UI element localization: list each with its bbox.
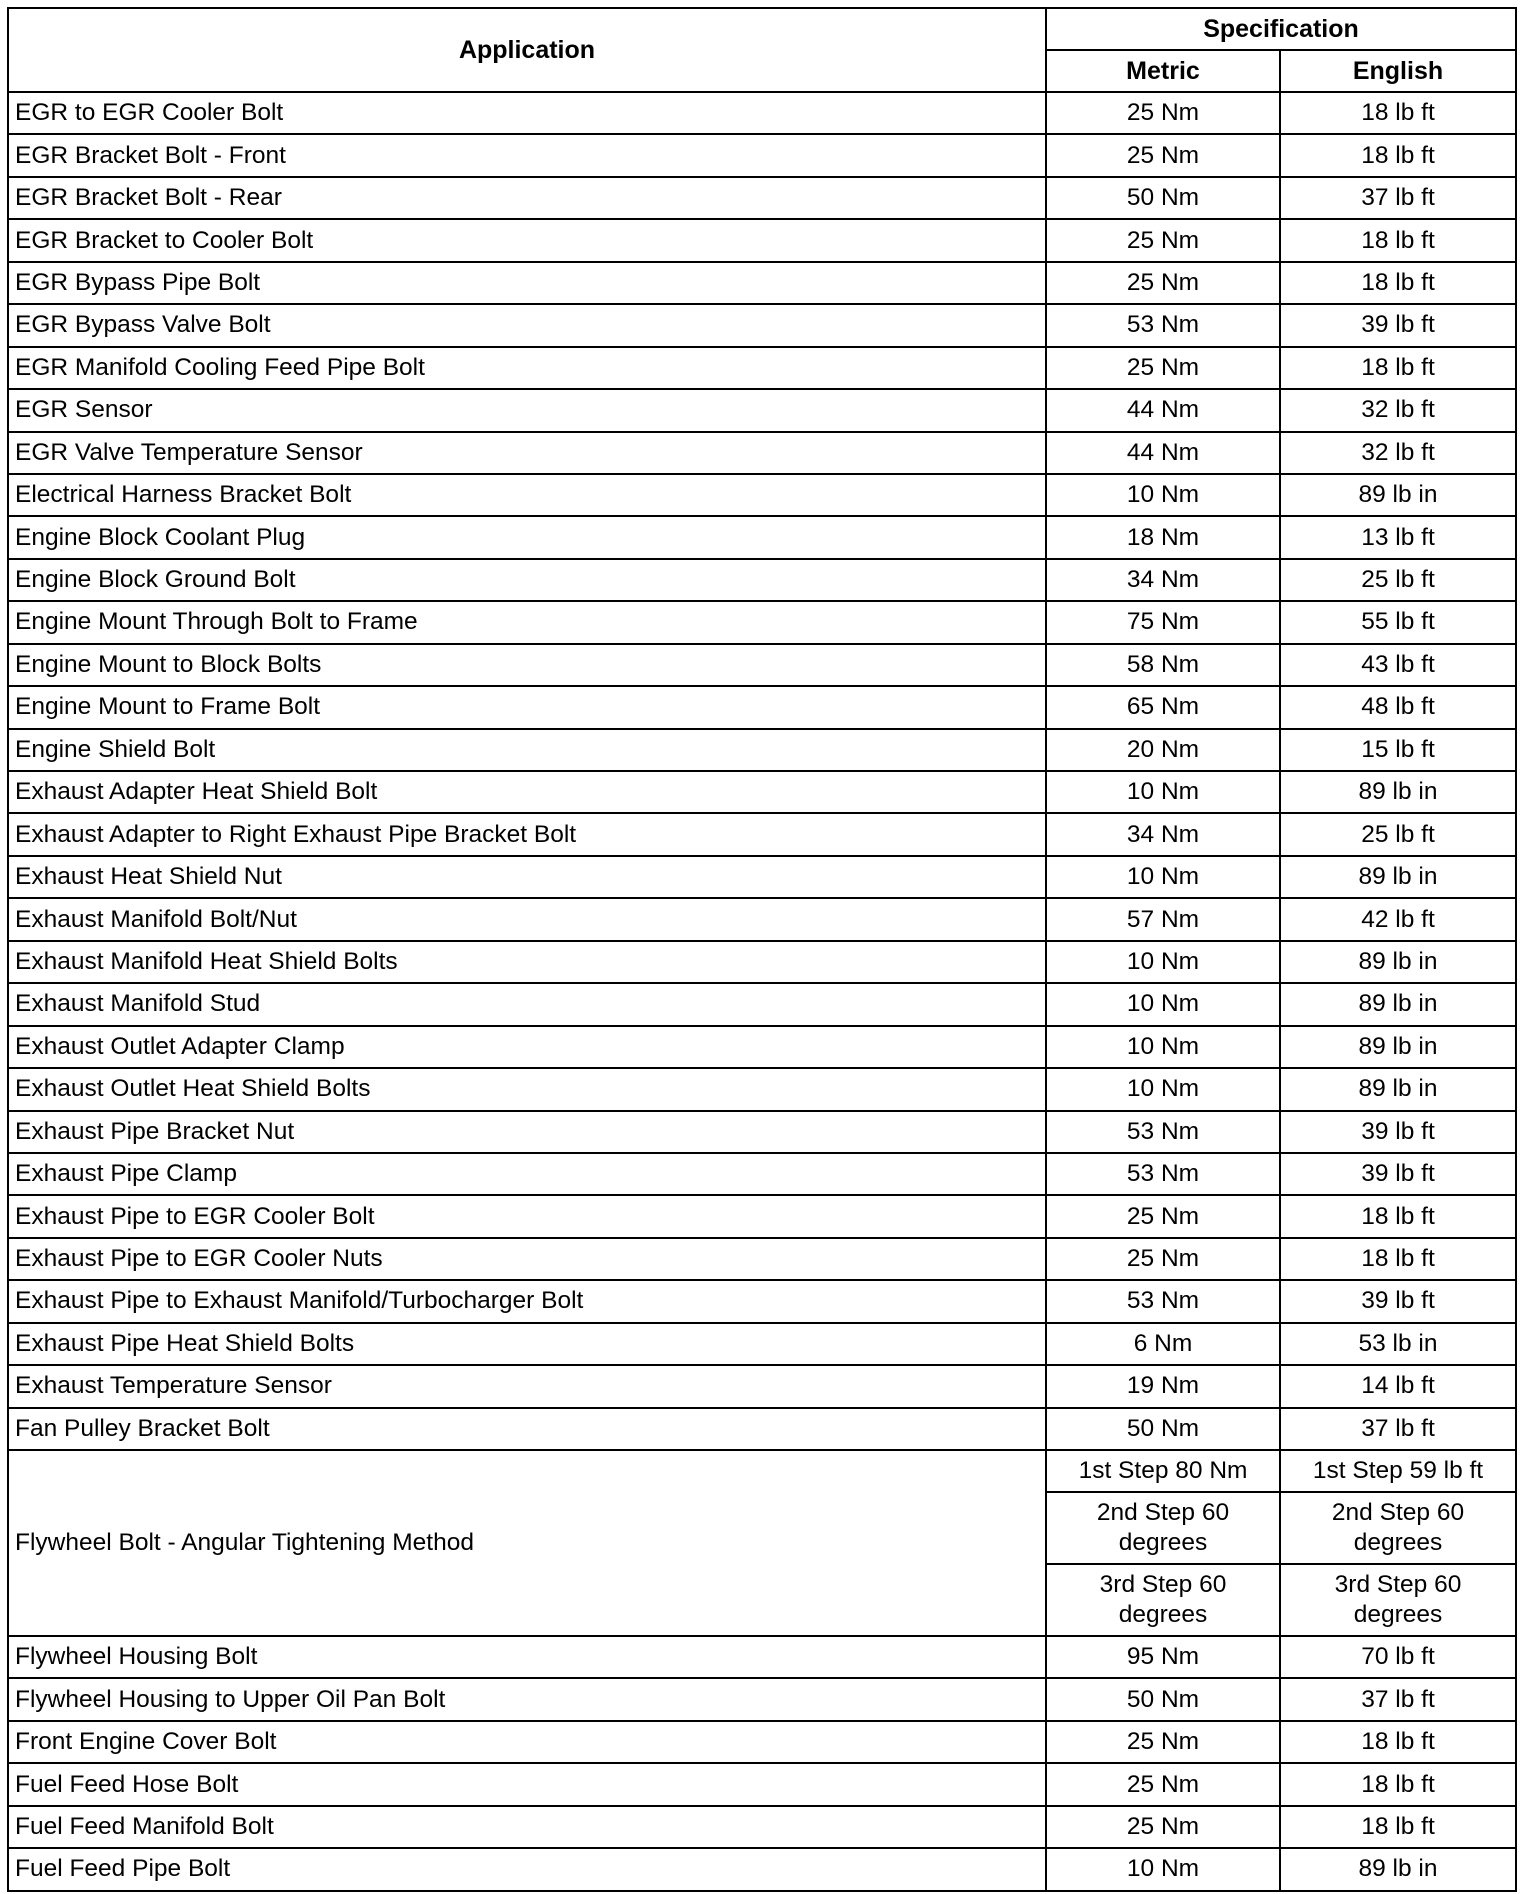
application-cell: EGR Bracket to Cooler Bolt	[8, 219, 1046, 261]
metric-cell: 20 Nm	[1046, 729, 1280, 771]
application-cell: Engine Mount to Block Bolts	[8, 644, 1046, 686]
english-cell: 14 lb ft	[1280, 1365, 1516, 1407]
metric-cell: 10 Nm	[1046, 1026, 1280, 1068]
english-cell: 18 lb ft	[1280, 219, 1516, 261]
application-cell: Flywheel Housing Bolt	[8, 1636, 1046, 1678]
table-row	[8, 347, 1516, 389]
table-row	[8, 1238, 1516, 1280]
english-cell: 37 lb ft	[1280, 1408, 1516, 1450]
application-cell: EGR to EGR Cooler Bolt	[8, 92, 1046, 134]
english-cell: 48 lb ft	[1280, 686, 1516, 728]
english-cell: 39 lb ft	[1280, 1280, 1516, 1322]
application-cell: Exhaust Pipe to EGR Cooler Bolt	[8, 1195, 1046, 1237]
application-cell: Exhaust Temperature Sensor	[8, 1365, 1046, 1407]
application-cell: Engine Shield Bolt	[8, 729, 1046, 771]
english-header: English	[1280, 50, 1516, 92]
metric-cell: 25 Nm	[1046, 1238, 1280, 1280]
metric-cell: 25 Nm	[1046, 347, 1280, 389]
table-row	[8, 134, 1516, 176]
table-row	[8, 898, 1516, 940]
application-cell: Fuel Feed Hose Bolt	[8, 1763, 1046, 1805]
english-cell: 18 lb ft	[1280, 1238, 1516, 1280]
metric-header: Metric	[1046, 50, 1280, 92]
english-cell: 32 lb ft	[1280, 432, 1516, 474]
english-cell: 39 lb ft	[1280, 1111, 1516, 1153]
torque-spec-table	[7, 7, 1517, 1892]
metric-cell: 18 Nm	[1046, 516, 1280, 558]
metric-cell: 50 Nm	[1046, 1678, 1280, 1720]
english-cell: 89 lb in	[1280, 474, 1516, 516]
table-row	[8, 941, 1516, 983]
application-cell: Front Engine Cover Bolt	[8, 1721, 1046, 1763]
english-cell: 89 lb in	[1280, 1848, 1516, 1890]
metric-cell: 58 Nm	[1046, 644, 1280, 686]
english-cell: 39 lb ft	[1280, 304, 1516, 346]
english-cell: 32 lb ft	[1280, 389, 1516, 431]
english-cell: 43 lb ft	[1280, 644, 1516, 686]
application-cell: Fuel Feed Manifold Bolt	[8, 1806, 1046, 1848]
metric-cell: 10 Nm	[1046, 941, 1280, 983]
table-row	[8, 1806, 1516, 1848]
table-header	[8, 8, 1516, 92]
application-cell: EGR Bypass Valve Bolt	[8, 304, 1046, 346]
table-row	[8, 559, 1516, 601]
table-row	[8, 1280, 1516, 1322]
metric-cell: 10 Nm	[1046, 856, 1280, 898]
table-row	[8, 856, 1516, 898]
table-row	[8, 304, 1516, 346]
metric-cell: 53 Nm	[1046, 1280, 1280, 1322]
table-row	[8, 644, 1516, 686]
metric-cell: 34 Nm	[1046, 813, 1280, 855]
metric-cell: 44 Nm	[1046, 432, 1280, 474]
english-cell: 18 lb ft	[1280, 1763, 1516, 1805]
application-cell: Exhaust Adapter Heat Shield Bolt	[8, 771, 1046, 813]
english-cell: 42 lb ft	[1280, 898, 1516, 940]
table-row	[8, 729, 1516, 771]
english-cell: 89 lb in	[1280, 771, 1516, 813]
english-cell: 18 lb ft	[1280, 92, 1516, 134]
english-cell: 70 lb ft	[1280, 1636, 1516, 1678]
application-cell: EGR Bracket Bolt - Front	[8, 134, 1046, 176]
table-row	[8, 1408, 1516, 1450]
metric-cell: 25 Nm	[1046, 1806, 1280, 1848]
table-row	[8, 1848, 1516, 1890]
table-row	[8, 983, 1516, 1025]
metric-cell: 25 Nm	[1046, 1721, 1280, 1763]
metric-cell: 10 Nm	[1046, 474, 1280, 516]
metric-cell: 25 Nm	[1046, 134, 1280, 176]
metric-cell: 44 Nm	[1046, 389, 1280, 431]
english-cell: 25 lb ft	[1280, 813, 1516, 855]
table-row	[8, 686, 1516, 728]
application-cell: Engine Block Ground Bolt	[8, 559, 1046, 601]
application-cell: Exhaust Heat Shield Nut	[8, 856, 1046, 898]
table-row	[8, 262, 1516, 304]
table-row	[8, 1111, 1516, 1153]
english-cell: 89 lb in	[1280, 941, 1516, 983]
metric-cell: 25 Nm	[1046, 1195, 1280, 1237]
application-cell: Exhaust Manifold Heat Shield Bolts	[8, 941, 1046, 983]
application-header: Application	[8, 8, 1046, 92]
table-row	[8, 177, 1516, 219]
application-cell: Exhaust Pipe Clamp	[8, 1153, 1046, 1195]
table-row	[8, 1721, 1516, 1763]
english-step-cell: 2nd Step 60 degrees	[1280, 1492, 1516, 1564]
table-row	[8, 813, 1516, 855]
table-row	[8, 1763, 1516, 1805]
application-cell: EGR Manifold Cooling Feed Pipe Bolt	[8, 347, 1046, 389]
table-row	[8, 219, 1516, 261]
metric-cell: 75 Nm	[1046, 601, 1280, 643]
table-row	[8, 432, 1516, 474]
application-cell: Fan Pulley Bracket Bolt	[8, 1408, 1046, 1450]
metric-cell: 10 Nm	[1046, 771, 1280, 813]
application-cell: Electrical Harness Bracket Bolt	[8, 474, 1046, 516]
english-cell: 89 lb in	[1280, 856, 1516, 898]
english-step-cell: 1st Step 59 lb ft	[1280, 1450, 1516, 1492]
application-cell: Exhaust Pipe Bracket Nut	[8, 1111, 1046, 1153]
application-cell: Engine Mount Through Bolt to Frame	[8, 601, 1046, 643]
metric-cell: 34 Nm	[1046, 559, 1280, 601]
application-cell: EGR Bypass Pipe Bolt	[8, 262, 1046, 304]
table-row	[8, 474, 1516, 516]
metric-cell: 10 Nm	[1046, 1848, 1280, 1890]
english-cell: 55 lb ft	[1280, 601, 1516, 643]
application-cell: Fuel Feed Pipe Bolt	[8, 1848, 1046, 1890]
application-cell: Exhaust Adapter to Right Exhaust Pipe Bracket Bolt	[8, 813, 1046, 855]
table-body	[8, 92, 1516, 1891]
english-cell: 18 lb ft	[1280, 134, 1516, 176]
table-row	[8, 1365, 1516, 1407]
english-cell: 37 lb ft	[1280, 177, 1516, 219]
english-cell: 18 lb ft	[1280, 347, 1516, 389]
metric-cell: 10 Nm	[1046, 983, 1280, 1025]
english-cell: 18 lb ft	[1280, 262, 1516, 304]
metric-cell: 65 Nm	[1046, 686, 1280, 728]
english-cell: 25 lb ft	[1280, 559, 1516, 601]
application-cell: Flywheel Housing to Upper Oil Pan Bolt	[8, 1678, 1046, 1720]
table-row	[8, 601, 1516, 643]
table-row	[8, 1153, 1516, 1195]
english-step-cell: 3rd Step 60 degrees	[1280, 1564, 1516, 1636]
table-row	[8, 92, 1516, 134]
english-cell: 37 lb ft	[1280, 1678, 1516, 1720]
flywheel-application-cell: Flywheel Bolt - Angular Tightening Method	[8, 1450, 1046, 1636]
application-cell: EGR Sensor	[8, 389, 1046, 431]
table-row	[8, 389, 1516, 431]
metric-step-cell: 3rd Step 60 degrees	[1046, 1564, 1280, 1636]
table-row	[8, 516, 1516, 558]
table-row	[8, 1068, 1516, 1110]
metric-cell: 19 Nm	[1046, 1365, 1280, 1407]
table-row	[8, 1636, 1516, 1678]
english-cell: 18 lb ft	[1280, 1721, 1516, 1763]
metric-cell: 95 Nm	[1046, 1636, 1280, 1678]
metric-cell: 6 Nm	[1046, 1323, 1280, 1365]
english-cell: 18 lb ft	[1280, 1806, 1516, 1848]
application-cell: Exhaust Manifold Stud	[8, 983, 1046, 1025]
table-row	[8, 1195, 1516, 1237]
english-cell: 13 lb ft	[1280, 516, 1516, 558]
specification-header: Specification	[1046, 8, 1516, 50]
metric-cell: 25 Nm	[1046, 262, 1280, 304]
english-cell: 15 lb ft	[1280, 729, 1516, 771]
metric-cell: 57 Nm	[1046, 898, 1280, 940]
english-cell: 89 lb in	[1280, 983, 1516, 1025]
english-cell: 18 lb ft	[1280, 1195, 1516, 1237]
metric-cell: 25 Nm	[1046, 1763, 1280, 1805]
metric-cell: 53 Nm	[1046, 304, 1280, 346]
application-cell: Exhaust Pipe to EGR Cooler Nuts	[8, 1238, 1046, 1280]
application-cell: EGR Valve Temperature Sensor	[8, 432, 1046, 474]
application-cell: Engine Mount to Frame Bolt	[8, 686, 1046, 728]
metric-cell: 50 Nm	[1046, 177, 1280, 219]
application-cell: Exhaust Outlet Heat Shield Bolts	[8, 1068, 1046, 1110]
table-row	[8, 1323, 1516, 1365]
english-cell: 89 lb in	[1280, 1068, 1516, 1110]
metric-cell: 25 Nm	[1046, 219, 1280, 261]
english-cell: 39 lb ft	[1280, 1153, 1516, 1195]
metric-cell: 10 Nm	[1046, 1068, 1280, 1110]
english-cell: 89 lb in	[1280, 1026, 1516, 1068]
metric-cell: 25 Nm	[1046, 92, 1280, 134]
flywheel-step-row	[8, 1450, 1516, 1492]
metric-step-cell: 2nd Step 60 degrees	[1046, 1492, 1280, 1564]
application-cell: Exhaust Manifold Bolt/Nut	[8, 898, 1046, 940]
metric-cell: 50 Nm	[1046, 1408, 1280, 1450]
table-row	[8, 1026, 1516, 1068]
application-cell: EGR Bracket Bolt - Rear	[8, 177, 1046, 219]
table-row	[8, 1678, 1516, 1720]
application-cell: Engine Block Coolant Plug	[8, 516, 1046, 558]
metric-cell: 53 Nm	[1046, 1111, 1280, 1153]
application-cell: Exhaust Pipe Heat Shield Bolts	[8, 1323, 1046, 1365]
metric-step-cell: 1st Step 80 Nm	[1046, 1450, 1280, 1492]
english-cell: 53 lb in	[1280, 1323, 1516, 1365]
application-cell: Exhaust Pipe to Exhaust Manifold/Turbocharger Bolt	[8, 1280, 1046, 1322]
table-row	[8, 771, 1516, 813]
application-cell: Exhaust Outlet Adapter Clamp	[8, 1026, 1046, 1068]
metric-cell: 53 Nm	[1046, 1153, 1280, 1195]
